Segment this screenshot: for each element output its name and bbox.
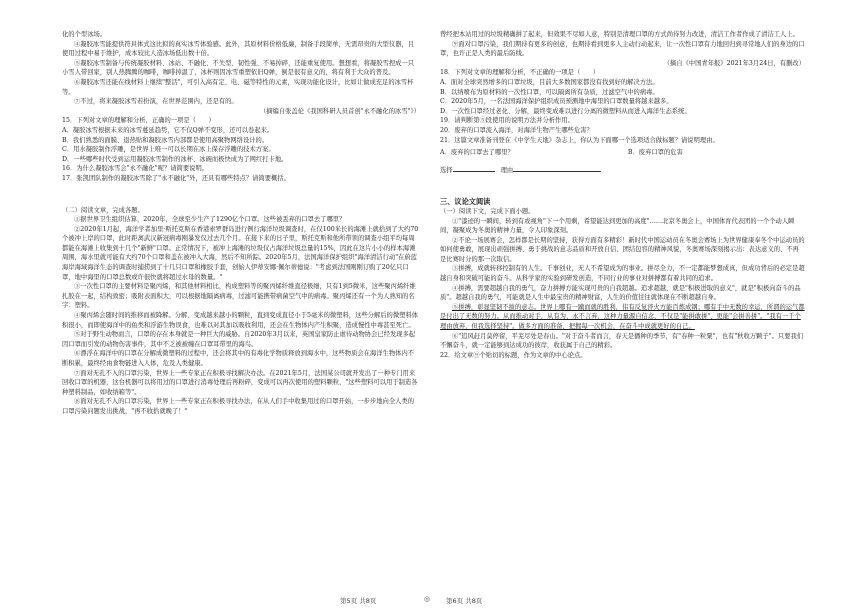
- arg-para-1: ①"漆迹的一瞬间，转到有或视角"下一个用剩，希望能达到更加的高度"……北京冬奥会上，中国体育代表团的一个个动人瞬间，凝聚成为冬奥的精神力量，令人印象深刻。: [440, 217, 795, 235]
- para-7: ⑦不过，将来凝胶冰雪若扮演，在世界范围内，还是有的。: [74, 98, 238, 106]
- para-4: ④凝胶冰雪能提供符具体式这比拟的真实冰雪体验感。此外，其原材料价格低廉，制备手段简单，无需昂贵的大型仪器，且使用过程中易于维护，成本较比人造冰场低出数十倍。: [62, 40, 415, 58]
- choice-blank[interactable]: [453, 164, 495, 172]
- arg-para-5: ⑤拼搏，彰显坚韧不拔的意志。世界上哪有一蹴而就的胜利，伟有反复淬火方能百炼成钢；哪有手中无数的幸运，所谓的运气都是付出了无数的努力。从而推动对手，从有为、永不言弃，这种力量源自信念，不仅是"能拼敢拼"、更能"会拼善拼"。"我有一千个理由放弃，但我选择坚持"。做多方面的准备，把握每一次机会，在奋斗中成就更好的自己。: [440, 303, 805, 331]
- page-number-left: 第5页 共8页: [340, 597, 377, 605]
- arg-para-2: ②不论一场展赛会，怎样都是长期的坚持，获得方面有多精彩！新时代中国运动员在冬奥会赛场上为世界健康奉冬个中运动员的如何使勇敢，展现出顽强拼搏、勇于挑战的意志品质和开放自信、团结包容的精神风貌，冬奥赛场深刻揭示出：表达意义的、不再是比赛时分的那一次取信。: [440, 236, 805, 263]
- r2-para-4: ④聚丙烯会随时间的推移而被降解。分解、变成越来越小的颗粒，直到变成直径小于5毫米的微塑料，这些分解后的微塑料体积很小，而即使海洋中的鱼类和浮游生物误食，也难以对其加以吸收利用，还会在生物体内产生积聚，造成慢性中毒甚至死亡。: [62, 312, 419, 329]
- continued-text: 曾经把本站用过的垃圾精确拼了起来，但效果不尽如人意，特别是清理口罩的方式尚待努力改进，清洁工作者作成了清洁工人上。: [440, 31, 799, 38]
- q21-option-b: B．废弃口罩的危害: [627, 149, 683, 157]
- question-20: 20．废弃的口罩流入海洋，对海洋生物产生哪些危害？: [440, 126, 593, 134]
- arg-para-6: ⑥"追风赶月莫停留，平芜尽处是春山。"对于奋斗者而言，春天是播种的季节，有"春种一粒粟"，也有"秋收万颗子"。只要我们不懈奋斗，就一定能够到达成功的彼岸，收获属于自己的精彩。: [440, 332, 804, 350]
- question-16: 16．为什么凝胶冰雪会"永不融化"呢？请简要说明。: [62, 165, 209, 173]
- q21-option-a: A．废弃的口罩去了哪里？: [440, 149, 514, 157]
- right-column: [440, 30, 805, 360]
- q18-option-d: D．一次性口罩经过老化、分解，最终变成难以进行分离的微塑料从而进入海洋生态系统。: [440, 107, 691, 115]
- question-21: 21．这篇文章准备刊登在《中学生天地》杂志上，你认为下面哪一个选项适合做标题？请说明理由。: [440, 136, 719, 144]
- question-22: 22．给文章⑨个贴切的标题，作为文章的中心论点。: [440, 351, 587, 359]
- question-18: 18．下列对文章的理解和分析，不正确的一项是（ ）: [440, 69, 600, 77]
- q18-option-c: C．2020年5月，一名法国海洋保护组织成员预测地中海里的口罩数量将越来越多。: [440, 98, 673, 106]
- r2-para-9: ⑨面对口罩污染，我们期待有更多的创意，也期待看到更多人主动行动起来，让一次性口罩有力地回归到寻常地人们的身边的口罩，也许正是人类的最后防线。: [440, 40, 805, 58]
- para-5: ⑤凝胶冰雪制备与传统凝胶材料、冰站、不融化、不失型、韧性强、不易掉碎，还能重复使用。想想看，将凝胶雪捏成一只小雪人带回家，别人热腾腾的咖啡，咖啡掉温了，冰杯则因冰雪重塑依旧Q弹，倒是很有意义的，将有利于大众的普及。: [62, 59, 415, 77]
- question-15: 15．下列对文章的理解和分析，正确的一项是（ ）: [62, 117, 215, 125]
- r2-para-2: ②2020年1月起，海洋学者加里·斯托克斯在香港索罗群岛进行例行海洋垃圾调查时，在仅100米长的海滩上就拾到了大约70个被冲上岸的口罩，此时距离武汉新冠病毒刚暴发仅过去几个月。在接下来的日子里，斯托克斯和他所带领的调查小组平均每周都能在海滩上收集到十几个"新鲜"口罩。正常情况下，被冲上海滩的垃圾仅占海洋垃圾总量的15%，因此在这片小小的样本海滩周围，海水里就可能有大约70个口罩和盖在被冲入大海，然后不知所踪。2020年5月，法国海洋保护组织"海洋清洁行动"在蔚蓝海岸海域海洋生态的调查时捕捞到了十几只口罩和橡胶手套，创始人伊蒂安娜·佩尔蒂德说："考虑到法国刚刚订购了20亿只口罩，地中海里的口罩总数或许很快就将超过水母的数量。": [62, 225, 419, 281]
- reading-2-title: （二）阅读文章，完成各题。: [62, 206, 144, 214]
- r2-para-5: ⑤对于野生动物而言，口罩的存在本身就是一种巨大的威胁。自2020年3月以来，英国皇家防止虐待动物协会已经发现多起因口罩而引发的动物伤害事件，其中不乏被被缠在口罩耳带里的海鸟。: [62, 331, 416, 348]
- reason-blank[interactable]: [513, 164, 601, 172]
- q15-option-a: A．凝胶冰雪根据未来的冰雪蔓延趋势，它不仅Q弹不变形，还可以卷起来。: [62, 126, 274, 134]
- source-citation-2: （摘自《中国青年报》2021年3月24日，有删改）: [663, 59, 805, 67]
- page-number-right: 第6页 共8页: [446, 597, 483, 605]
- r2-para-6: ⑥漂浮在海洋中的口罩在分解成微塑料的过程中，还会将其中的有毒化学物质释放到海水中，这些物质会在海洋生物体内不断积累，最终经由食物链进入人体，危及人类健康。: [62, 350, 415, 367]
- intro-tail: 化的个型冰场。: [62, 31, 107, 38]
- left-column: [62, 30, 420, 417]
- source-citation: （摘编自张盖伦《我国科研人员首创"永不融化的冰雪"》）: [259, 107, 420, 115]
- q18-option-a: A．面对全球突然增多的口罩垃圾，目前大多数国家都没有找到好的解决方法。: [440, 78, 659, 86]
- reason-label: 理由: [500, 166, 514, 174]
- choice-label: 选择: [440, 166, 453, 174]
- r2-para-8: ⑧面对无孔不入的口罩污染，世界上一些专家正在积极寻找办法，在从人们手中收集用过的口罩开始，一步步地向全人类的口罩污染问题发出挑战，"再不收拾就晚了！": [62, 398, 415, 415]
- answer-line: [440, 164, 805, 176]
- section-3-subtitle: （一）阅读下文，完成下面小题。: [440, 207, 535, 215]
- r2-para-1: ①据世界卫生组织估算，2020年，全球至少生产了1290亿个口罩。这些被丢弃的口罩去了哪里？: [74, 216, 346, 224]
- q15-option-c: C．用水凝胶制作浮雕，是世界上唯一可以长期在冰上保存浮雕的技术方案。: [62, 146, 275, 154]
- para-6: ⑥凝胶冰雪还能在线材料上继续"整活"，可引入高有定、电、磁等特性的元素，实现功能化设计，比如让做成充足的冰雪杯等。: [62, 78, 414, 96]
- arg-para-3: ③拼搏，成就转移控制有的人生。千事创业，无人不希望成为的事业。拼尽全力，不一定都能梦想成真，但成功背后的必定是超越自身和突破可能的奋斗。从科学家的实验到研发创造，不同行业的事业对拼搏都有着共同的追求。: [440, 265, 805, 283]
- r2-para-7: ⑦面对无孔不入的口罩污染，世界上一些专家正在积极寻找解决办法。在2021年5月，法国某公司就开发出了一种专门用来回收口罩的机器，这台机器可以将用过的口罩进行消毒处理后再粉碎，变成可以再次使用的塑料颗粒，"这些塑料可以用于制造各种塑料制品，如收纳箱等"。: [62, 369, 418, 396]
- arg-para-4: ④拼搏，需要超越自我的勇气，奋力拼搏方能实现可贵的自我超越。追求超越，就是"积极进取的意义"，就是"积极向奋斗的品质"。超越自我的勇气，可能就是人生中最宝贵的精神财富，人生的价值往往就体现在不断超越自身。: [440, 284, 801, 302]
- question-17: 17．张凯团队制作的凝胶冰雪除了"永不融化"外，还具有哪些特点？请简要概括。: [62, 174, 290, 182]
- section-3-heading: 三、议论文阅读: [440, 197, 491, 207]
- q15-option-b: B．我们熟悉的面膜、退热贴和凝胶冰雪内部都是使用高聚物网络设计的。: [62, 136, 269, 144]
- question-19: 19．请判断第⑤段使用的说明方法并分析作用。: [440, 117, 574, 125]
- binding-circle-icon: ◎: [424, 595, 431, 603]
- r2-para-3: ③一次性口罩的主要材料是聚丙烯，和其他材料相比，构成塑料等的聚丙烯纤维直径极细，只有1到5微米，这些聚丙烯纤维扎胶在一起，结构致密；吸附表面积大，可以根据地隔离病毒，过滤可能携带病菌空气中的病毒。聚丙烯还有一个为人熟知的名字：塑料。: [62, 283, 416, 310]
- q21-options: [440, 148, 805, 158]
- q15-option-d: D．一些哪些时代受到运用凝胶冰雪制作的冰杯、冰碗而极快成为了网红打卡地。: [62, 155, 288, 163]
- q18-option-b: B．以纳喷布为原材料的一次性口罩，可以隔离所有杂质，过滤空气中的病毒。: [440, 88, 659, 96]
